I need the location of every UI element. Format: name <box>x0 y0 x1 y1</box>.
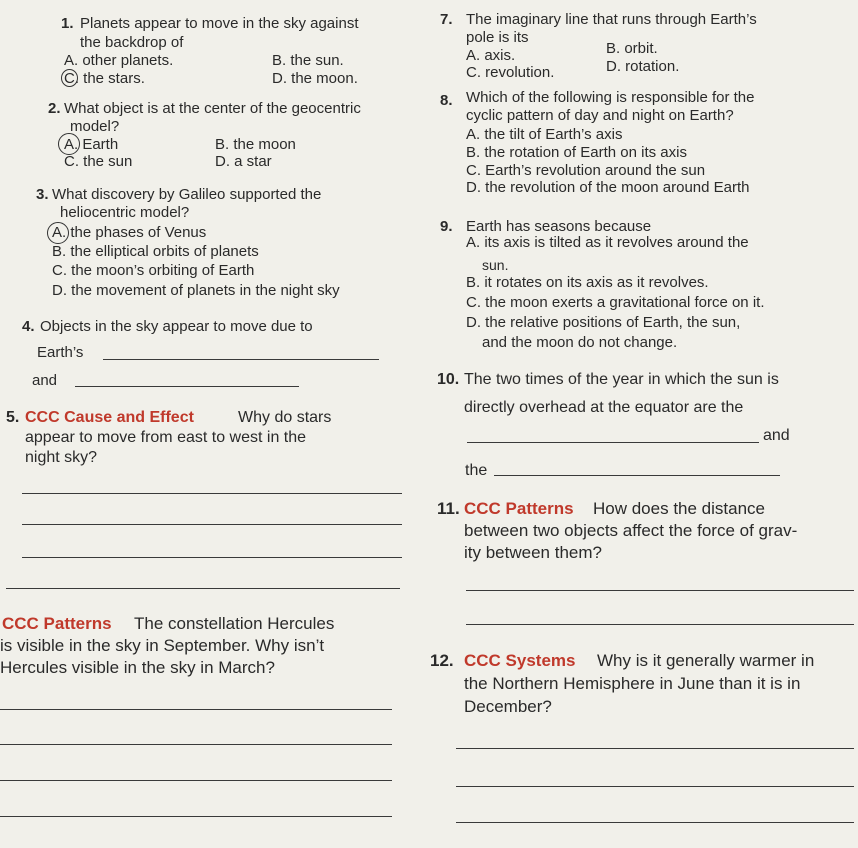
q4-blank1-label: Earth’s <box>37 344 84 361</box>
q3-option-d[interactable]: D. the movement of planets in the night sky <box>52 282 340 299</box>
q7-prompt-line1: The imaginary line that runs through Earth’s <box>466 11 757 28</box>
q11-prompt-line3: ity between them? <box>464 543 602 562</box>
q8-option-b[interactable]: B. the rotation of Earth on its axis <box>466 144 687 161</box>
q12-number: 12. <box>430 651 454 670</box>
q11-answer-line-1[interactable] <box>466 590 854 591</box>
q4-number: 4. <box>22 318 35 335</box>
q6-tag: CCC Patterns <box>2 614 112 633</box>
q11-prompt-line1: How does the distance <box>593 499 765 518</box>
q9-option-a-line2[interactable]: sun. <box>482 257 509 273</box>
q10-blank1-line[interactable] <box>467 442 759 443</box>
q2-prompt-line2: model? <box>70 118 120 135</box>
q2-option-c[interactable]: C. the sun <box>64 153 133 170</box>
q8-option-a[interactable]: A. the tilt of Earth’s axis <box>466 126 623 143</box>
q6-answer-line-2[interactable] <box>0 744 392 745</box>
q10-prompt-line2: directly overhead at the equator are the <box>464 399 744 416</box>
q4-blank2-line[interactable] <box>75 386 299 387</box>
q3-option-b[interactable]: B. the elliptical orbits of planets <box>52 243 259 260</box>
q6-answer-line-1[interactable] <box>0 709 392 710</box>
q6-prompt-line2: is visible in the sky in September. Why isn’t <box>0 636 325 655</box>
q5-number: 5. <box>6 409 20 426</box>
q3-prompt-line1: What discovery by Galileo supported the <box>52 186 322 203</box>
q8-option-d[interactable]: D. the revolution of the moon around Earth <box>466 179 750 196</box>
q9-option-a-line1[interactable]: A. its axis is tilted as it revolves around the <box>466 234 749 251</box>
q11-tag: CCC Patterns <box>464 499 574 518</box>
q4-blank2-label: and <box>32 372 58 389</box>
q12-tag: CCC Systems <box>464 651 576 670</box>
q10-blank1-suffix: and <box>763 427 790 444</box>
q7-prompt-line2: pole is its <box>466 29 529 46</box>
q11-answer-line-2[interactable] <box>466 624 854 625</box>
q1-answer-circle <box>61 69 78 87</box>
q2-prompt-line1: What object is at the center of the geocentric <box>64 100 361 117</box>
q12-prompt-line1: Why is it generally warmer in <box>597 651 815 670</box>
q10-blank2-line[interactable] <box>494 475 780 476</box>
q5-answer-line-1[interactable] <box>22 493 402 494</box>
q8-prompt-line1: Which of the following is responsible for the <box>466 89 755 106</box>
q2-number: 2. <box>48 100 61 117</box>
q3-number: 3. <box>36 186 49 203</box>
q5-prompt-line2: appear to move from east to west in the <box>25 429 307 446</box>
q12-answer-line-1[interactable] <box>456 748 854 749</box>
q4-prompt-line1: Objects in the sky appear to move due to <box>40 318 313 335</box>
q9-prompt: Earth has seasons because <box>466 218 652 235</box>
q6-answer-line-4[interactable] <box>0 816 392 817</box>
q11-prompt-line2: between two objects affect the force of grav- <box>464 521 798 540</box>
q8-prompt-line2: cyclic pattern of day and night on Earth? <box>466 107 734 124</box>
q2-option-a[interactable]: A. Earth <box>64 136 119 153</box>
q9-option-d-line2[interactable]: and the moon do not change. <box>482 334 678 351</box>
q1-option-b[interactable]: B. the sun. <box>272 52 344 69</box>
q1-option-c[interactable]: C. the stars. <box>64 70 145 87</box>
q10-blank2-label: the <box>465 462 488 479</box>
q3-answer-circle <box>47 222 69 244</box>
q9-option-d-line1[interactable]: D. the relative positions of Earth, the sun, <box>466 314 741 331</box>
q2-option-d[interactable]: D. a star <box>215 153 272 170</box>
q8-option-c[interactable]: C. Earth’s revolution around the sun <box>466 162 706 179</box>
q1-number: 1. <box>61 15 74 32</box>
q5-prompt-line3: night sky? <box>25 449 98 466</box>
q7-option-a[interactable]: A. axis. <box>466 47 516 64</box>
q9-number: 9. <box>440 218 453 235</box>
q8-number: 8. <box>440 92 453 109</box>
q10-number: 10. <box>437 371 460 388</box>
q7-option-c[interactable]: C. revolution. <box>466 64 555 81</box>
q7-number: 7. <box>440 11 453 28</box>
q11-number: 11. <box>437 499 460 518</box>
q1-prompt-line2: the backdrop of <box>80 34 184 51</box>
q12-answer-line-2[interactable] <box>456 786 854 787</box>
q7-option-d[interactable]: D. rotation. <box>606 58 680 75</box>
q1-prompt-line1: Planets appear to move in the sky against <box>80 15 359 32</box>
q5-answer-line-4[interactable] <box>6 588 400 589</box>
q10-prompt-line1: The two times of the year in which the sun is <box>464 371 779 388</box>
q6-prompt-line3: Hercules visible in the sky in March? <box>0 658 275 677</box>
q3-option-c[interactable]: C. the moon’s orbiting of Earth <box>52 262 255 279</box>
q2-option-b[interactable]: B. the moon <box>215 136 296 153</box>
q5-answer-line-3[interactable] <box>22 557 402 558</box>
q9-option-c[interactable]: C. the moon exerts a gravitational force on it. <box>466 294 765 311</box>
q4-blank1-line[interactable] <box>103 359 379 360</box>
q6-answer-line-3[interactable] <box>0 780 392 781</box>
q6-prompt-line1: The constellation Hercules <box>134 614 335 633</box>
q3-option-a[interactable]: A. the phases of Venus <box>52 224 207 241</box>
q7-option-b[interactable]: B. orbit. <box>606 40 658 57</box>
q12-prompt-line3: December? <box>464 697 552 716</box>
q1-option-a[interactable]: A. other planets. <box>64 52 174 69</box>
q9-option-b[interactable]: B. it rotates on its axis as it revolves. <box>466 274 709 291</box>
q5-tag: CCC Cause and Effect <box>25 409 194 426</box>
q12-answer-line-3[interactable] <box>456 822 854 823</box>
q3-prompt-line2: heliocentric model? <box>60 204 190 221</box>
q2-answer-circle <box>58 133 80 155</box>
q1-option-d[interactable]: D. the moon. <box>272 70 358 87</box>
q5-answer-line-2[interactable] <box>22 524 402 525</box>
q5-prompt-line1: Why do stars <box>238 409 332 426</box>
q12-prompt-line2: the Northern Hemisphere in June than it is in <box>464 674 801 693</box>
